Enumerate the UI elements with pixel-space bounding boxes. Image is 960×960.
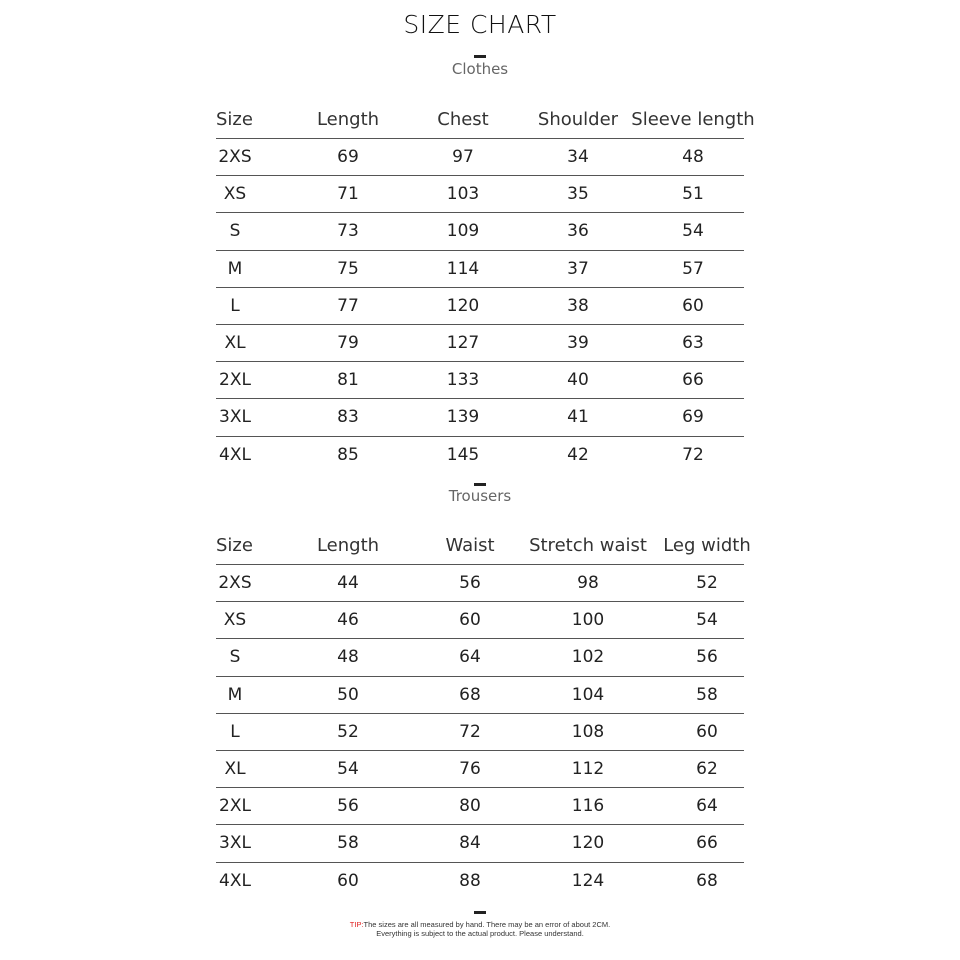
value-cell: 112	[571, 759, 605, 780]
value-cell: 51	[682, 184, 704, 205]
size-cell: S	[229, 221, 241, 242]
size-cell: M	[227, 684, 243, 705]
value-cell: 100	[571, 610, 605, 631]
value-cell: 69	[682, 407, 704, 428]
value-cell: 52	[337, 721, 359, 742]
value-cell: 72	[682, 444, 704, 465]
value-cell: 68	[459, 684, 481, 705]
value-cell: 42	[567, 444, 589, 465]
size-cell: XL	[224, 333, 246, 354]
value-cell: 64	[459, 647, 481, 668]
table-header-row	[216, 100, 755, 139]
value-cell: 102	[571, 647, 605, 668]
size-cell: 3XL	[219, 833, 251, 854]
clothes-heading: Clothes	[451, 60, 509, 78]
value-cell: 66	[696, 833, 718, 854]
trousers-heading: Trousers	[448, 487, 512, 505]
value-cell: 41	[567, 407, 589, 428]
size-cell: L	[230, 295, 240, 316]
value-cell: 54	[682, 221, 704, 242]
column-header: Shoulder	[537, 108, 619, 130]
value-cell: 34	[567, 147, 589, 168]
trousers-size-table	[216, 526, 751, 899]
value-cell: 48	[337, 647, 359, 668]
value-cell: 36	[567, 221, 589, 242]
value-cell: 35	[567, 184, 589, 205]
value-cell: 40	[567, 370, 589, 391]
size-cell: S	[229, 647, 241, 668]
value-cell: 71	[337, 184, 359, 205]
table-row	[216, 825, 744, 862]
value-cell: 120	[571, 833, 605, 854]
value-cell: 68	[696, 870, 718, 891]
table-row	[216, 714, 744, 751]
value-cell: 44	[337, 573, 359, 594]
tip-note	[0, 920, 960, 938]
value-cell: 60	[459, 610, 481, 631]
value-cell: 64	[696, 796, 718, 817]
size-cell: 2XL	[219, 370, 251, 391]
column-header: Size	[216, 534, 253, 556]
page-title: SIZE CHART	[403, 10, 557, 39]
value-cell: 60	[696, 721, 718, 742]
column-header: Stretch waist	[529, 534, 647, 556]
value-cell: 79	[337, 333, 359, 354]
value-cell: 145	[446, 444, 480, 465]
value-cell: 120	[446, 295, 480, 316]
size-cell: XL	[224, 759, 246, 780]
value-cell: 83	[337, 407, 359, 428]
value-cell: 84	[459, 833, 481, 854]
table-header-row	[216, 526, 751, 565]
value-cell: 77	[337, 295, 359, 316]
value-cell: 73	[337, 221, 359, 242]
table-row	[216, 325, 744, 362]
value-cell: 66	[682, 370, 704, 391]
value-cell: 76	[459, 759, 481, 780]
value-cell: 58	[696, 684, 718, 705]
size-cell: 2XS	[218, 573, 252, 594]
size-cell: M	[227, 258, 243, 279]
value-cell: 54	[696, 610, 718, 631]
value-cell: 88	[459, 870, 481, 891]
table-row	[216, 751, 744, 788]
value-cell: 54	[337, 759, 359, 780]
value-cell: 97	[452, 147, 474, 168]
column-header: Waist	[445, 534, 495, 556]
size-cell: 2XS	[218, 147, 252, 168]
value-cell: 133	[446, 370, 480, 391]
value-cell: 103	[446, 184, 480, 205]
value-cell: 81	[337, 370, 359, 391]
table-row	[216, 602, 744, 639]
table-row	[216, 176, 744, 213]
table-row	[216, 788, 744, 825]
value-cell: 57	[682, 258, 704, 279]
value-cell: 50	[337, 684, 359, 705]
value-cell: 109	[446, 221, 480, 242]
value-cell: 60	[337, 870, 359, 891]
table-row	[216, 251, 744, 288]
table-row	[216, 213, 744, 250]
tip-label: TIP:	[349, 920, 364, 929]
value-cell: 56	[337, 796, 359, 817]
section-divider-dash	[474, 483, 486, 486]
column-header: Length	[316, 534, 380, 556]
value-cell: 62	[696, 759, 718, 780]
value-cell: 48	[682, 147, 704, 168]
column-header: Chest	[437, 108, 489, 130]
size-cell: 2XL	[219, 796, 251, 817]
size-cell: 3XL	[219, 407, 251, 428]
value-cell: 56	[459, 573, 481, 594]
value-cell: 127	[446, 333, 480, 354]
table-row	[216, 362, 744, 399]
table-row	[216, 139, 744, 176]
table-row	[216, 677, 744, 714]
value-cell: 38	[567, 295, 589, 316]
column-header: Size	[216, 108, 253, 130]
value-cell: 104	[571, 684, 605, 705]
value-cell: 139	[446, 407, 480, 428]
value-cell: 52	[696, 573, 718, 594]
value-cell: 37	[567, 258, 589, 279]
value-cell: 69	[337, 147, 359, 168]
value-cell: 98	[577, 573, 599, 594]
column-header: Leg width	[663, 534, 751, 556]
table-row	[216, 399, 744, 436]
tip-text: The sizes are all measured by hand. There may be an error of about 2CM.	[363, 920, 611, 929]
value-cell: 80	[459, 796, 481, 817]
value-cell: 75	[337, 258, 359, 279]
value-cell: 46	[337, 610, 359, 631]
column-header: Sleeve length	[631, 108, 755, 130]
table-row	[216, 863, 744, 899]
size-cell: XS	[223, 610, 247, 631]
value-cell: 56	[696, 647, 718, 668]
value-cell: 63	[682, 333, 704, 354]
value-cell: 58	[337, 833, 359, 854]
table-row	[216, 639, 744, 676]
column-header: Length	[316, 108, 380, 130]
size-cell: 4XL	[219, 444, 251, 465]
section-divider-dash	[474, 55, 486, 58]
value-cell: 39	[567, 333, 589, 354]
value-cell: 124	[571, 870, 605, 891]
size-cell: L	[230, 721, 240, 742]
value-cell: 116	[571, 796, 605, 817]
table-row	[216, 437, 744, 473]
size-cell: XS	[223, 184, 247, 205]
tip-line-2: Everything is subject to the actual product. Please understand.	[376, 929, 584, 938]
section-divider-dash	[474, 911, 486, 914]
tip-line-1	[0, 920, 960, 929]
value-cell: 85	[337, 444, 359, 465]
value-cell: 114	[446, 258, 480, 279]
clothes-size-table	[216, 100, 755, 473]
value-cell: 72	[459, 721, 481, 742]
value-cell: 60	[682, 295, 704, 316]
table-row	[216, 565, 744, 602]
table-row	[216, 288, 744, 325]
value-cell: 108	[571, 721, 605, 742]
size-cell: 4XL	[219, 870, 251, 891]
